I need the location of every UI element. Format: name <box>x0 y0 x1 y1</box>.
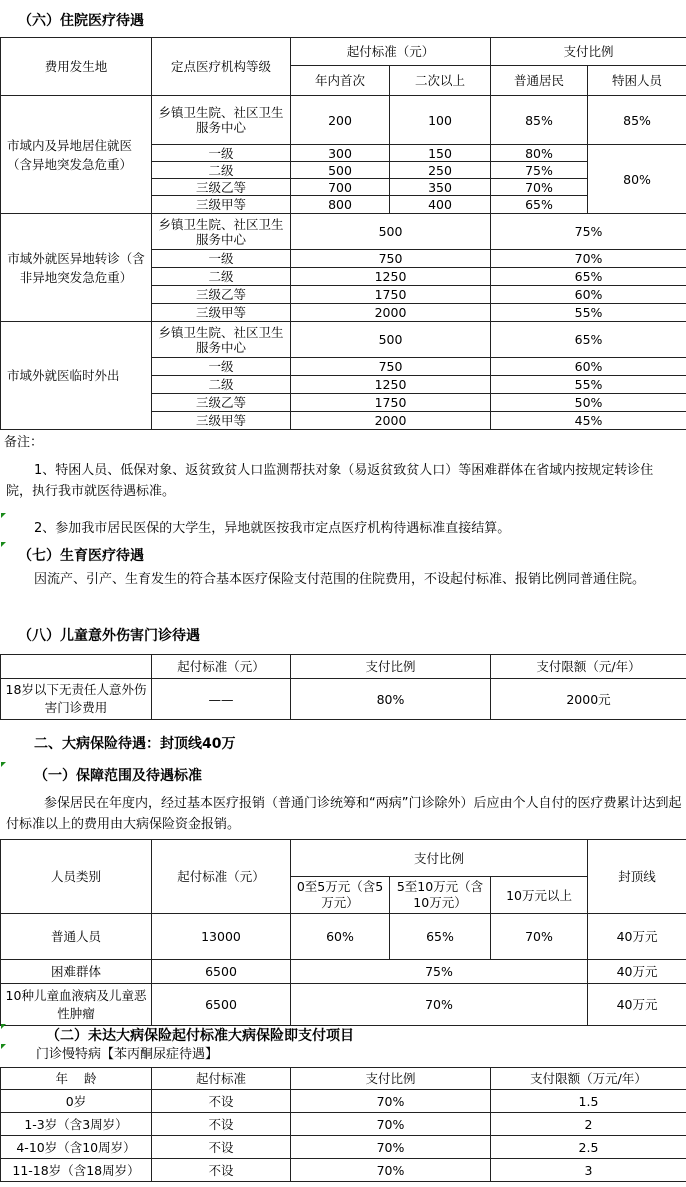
value-cell: 2.5 <box>491 1136 686 1159</box>
value-cell: 85% <box>491 96 588 145</box>
value-cell: 1750 <box>291 286 491 304</box>
header-limit: 支付限额（元/年） <box>491 655 686 679</box>
cell-marker <box>1 542 6 547</box>
value-cell: 2 <box>491 1113 686 1136</box>
header-band-2: 5至10万元（含10万元） <box>390 877 491 914</box>
level-cell: 三级乙等 <box>152 286 291 304</box>
value-cell: 2000 <box>291 412 491 430</box>
value-cell: 200 <box>291 96 390 145</box>
value-cell: 6500 <box>152 960 291 984</box>
value-cell: 70% <box>291 1090 491 1113</box>
value-cell: 250 <box>390 162 491 179</box>
pku-table <box>0 1067 686 1182</box>
header-normal: 普通居民 <box>491 66 588 96</box>
value-cell: 80% <box>291 679 491 720</box>
level-cell: 三级乙等 <box>152 394 291 412</box>
note-2: 2、参加我市居民医保的大学生，异地就医按我市定点医疗机构待遇标准直接结算。 <box>34 521 511 536</box>
header-band-3: 10万元以上 <box>491 877 588 914</box>
critical-illness-table <box>0 839 686 1026</box>
cell-marker <box>1 762 6 767</box>
level-cell: 三级乙等 <box>152 179 291 196</box>
header-special: 特困人员 <box>588 66 686 96</box>
level-cell: 乡镇卫生院、社区卫生服务中心 <box>152 96 291 145</box>
section-title-child-injury: （八）儿童意外伤害门诊待遇 <box>18 628 200 644</box>
header-ratio: 支付比例 <box>491 38 686 66</box>
value-cell: 2000 <box>291 304 491 322</box>
value-cell: 65% <box>491 196 588 214</box>
level-cell: 二级 <box>152 376 291 394</box>
value-cell: 6500 <box>152 984 291 1026</box>
level-cell: 二级 <box>152 268 291 286</box>
age-cell: 11-18岁（含18周岁） <box>1 1159 152 1182</box>
coverage-text: 参保居民在年度内，经过基本医疗报销（普通门诊统筹和“两病”门诊除外）后应由个人自付的医疗费累计达到起付标准以上的费用由大病保险资金报销。 <box>6 796 682 832</box>
value-cell: 500 <box>291 322 491 358</box>
value-cell: 750 <box>291 358 491 376</box>
header-location: 费用发生地 <box>1 38 152 96</box>
value-cell: 13000 <box>152 914 291 960</box>
value-cell: 300 <box>291 145 390 162</box>
level-cell: 二级 <box>152 162 291 179</box>
value-cell: 55% <box>491 304 686 322</box>
header-blank <box>1 655 152 679</box>
header-threshold: 起付标准（元） <box>291 38 491 66</box>
value-cell: 60% <box>491 358 686 376</box>
level-cell: 一级 <box>152 145 291 162</box>
level-cell: 一级 <box>152 250 291 268</box>
value-cell: 700 <box>291 179 390 196</box>
value-cell: 750 <box>291 250 491 268</box>
value-cell: 不设 <box>152 1159 291 1182</box>
value-cell: 75% <box>491 162 588 179</box>
note-1: 1、特困人员、低保对象、返贫致贫人口监测帮扶对象（易返贫致贫人口）等困难群体在省域内按规定转诊住院，执行我市就医待遇标准。 <box>6 463 654 499</box>
header-threshold: 起付标准（元） <box>152 655 291 679</box>
age-cell: 1-3岁（含3周岁） <box>1 1113 152 1136</box>
value-cell: 70% <box>291 1113 491 1136</box>
value-cell: 100 <box>390 96 491 145</box>
location-cell: 市域外就医异地转诊（含非异地突发急危重） <box>1 214 152 322</box>
value-cell: 65% <box>491 268 686 286</box>
header-level: 定点医疗机构等级 <box>152 38 291 96</box>
header-ratio: 支付比例 <box>291 655 491 679</box>
value-cell: 70% <box>491 914 588 960</box>
header-type: 人员类别 <box>1 840 152 914</box>
header-ratio: 支付比例 <box>291 1068 491 1090</box>
level-cell: 乡镇卫生院、社区卫生服务中心 <box>152 214 291 250</box>
value-cell: 不设 <box>152 1113 291 1136</box>
value-cell: 60% <box>291 914 390 960</box>
value-cell: 55% <box>491 376 686 394</box>
inpatient-table <box>0 37 686 430</box>
header-age: 年 龄 <box>1 1068 152 1090</box>
maternity-text: 因流产、引产、生育发生的符合基本医疗保险支付范围的住院费用，不设起付标准、报销比例同普通住院。 <box>34 572 646 587</box>
header-first: 年内首次 <box>291 66 390 96</box>
header-limit: 支付限额（万元/年） <box>491 1068 686 1090</box>
value-cell: 70% <box>491 179 588 196</box>
value-cell: 60% <box>491 286 686 304</box>
value-cell: 75% <box>491 214 686 250</box>
value-cell: 50% <box>491 394 686 412</box>
value-cell: 800 <box>291 196 390 214</box>
header-second: 二次以上 <box>390 66 491 96</box>
value-cell: 2000元 <box>491 679 686 720</box>
type-cell: 普通人员 <box>1 914 152 960</box>
section-title-critical-illness: 二、大病保险待遇：封顶线40万 <box>34 736 236 752</box>
value-cell: 70% <box>291 984 588 1026</box>
notes-label: 备注： <box>4 435 44 450</box>
location-cell: 市域内及异地居住就医（含异地突发急危重） <box>1 96 152 214</box>
level-cell: 三级甲等 <box>152 304 291 322</box>
child-injury-table <box>0 654 686 720</box>
location-cell: 市域外就医临时外出 <box>1 322 152 430</box>
value-cell: 350 <box>390 179 491 196</box>
cell-marker <box>1 1044 6 1049</box>
type-cell: 困难群体 <box>1 960 152 984</box>
level-cell: 乡镇卫生院、社区卫生服务中心 <box>152 322 291 358</box>
level-cell: 三级甲等 <box>152 412 291 430</box>
section-title-direct-pay: （二）未达大病保险起付标准大病保险即支付项目 <box>46 1028 354 1044</box>
value-cell: 70% <box>291 1136 491 1159</box>
value-cell: 70% <box>291 1159 491 1182</box>
pku-subtitle: 门诊慢特病【苯丙酮尿症待遇】 <box>36 1047 219 1062</box>
value-cell: 150 <box>390 145 491 162</box>
value-cell: 不设 <box>152 1136 291 1159</box>
value-cell: 65% <box>491 322 686 358</box>
value-cell: 40万元 <box>588 960 686 984</box>
value-cell: 65% <box>390 914 491 960</box>
value-cell: 40万元 <box>588 984 686 1026</box>
value-cell: 500 <box>291 162 390 179</box>
value-cell: 400 <box>390 196 491 214</box>
value-cell: 40万元 <box>588 914 686 960</box>
section-title-coverage: （一）保障范围及待遇标准 <box>34 768 202 784</box>
value-cell: 75% <box>291 960 588 984</box>
header-threshold: 起付标准 <box>152 1068 291 1090</box>
value-cell: 500 <box>291 214 491 250</box>
value-cell: 1.5 <box>491 1090 686 1113</box>
age-cell: 4-10岁（含10周岁） <box>1 1136 152 1159</box>
header-ratio: 支付比例 <box>291 840 588 877</box>
value-cell: 85% <box>588 96 686 145</box>
value-cell: 不设 <box>152 1090 291 1113</box>
level-cell: 一级 <box>152 358 291 376</box>
value-cell: 1250 <box>291 376 491 394</box>
level-cell: 三级甲等 <box>152 196 291 214</box>
value-cell: 45% <box>491 412 686 430</box>
value-cell: 70% <box>491 250 686 268</box>
header-cap: 封顶线 <box>588 840 686 914</box>
value-cell: 1250 <box>291 268 491 286</box>
header-threshold: 起付标准（元） <box>152 840 291 914</box>
value-cell: —— <box>152 679 291 720</box>
value-cell: 80% <box>588 145 686 214</box>
value-cell: 80% <box>491 145 588 162</box>
value-cell: 3 <box>491 1159 686 1182</box>
section-title-maternity: （七）生育医疗待遇 <box>18 548 144 564</box>
value-cell: 1750 <box>291 394 491 412</box>
header-band-1: 0至5万元（含5万元） <box>291 877 390 914</box>
row-label: 18岁以下无责任人意外伤害门诊费用 <box>1 679 152 720</box>
section-title-inpatient: （六）住院医疗待遇 <box>18 13 144 29</box>
age-cell: 0岁 <box>1 1090 152 1113</box>
cell-marker <box>1 1024 6 1029</box>
type-cell: 10种儿童血液病及儿童恶性肿瘤 <box>1 984 152 1026</box>
